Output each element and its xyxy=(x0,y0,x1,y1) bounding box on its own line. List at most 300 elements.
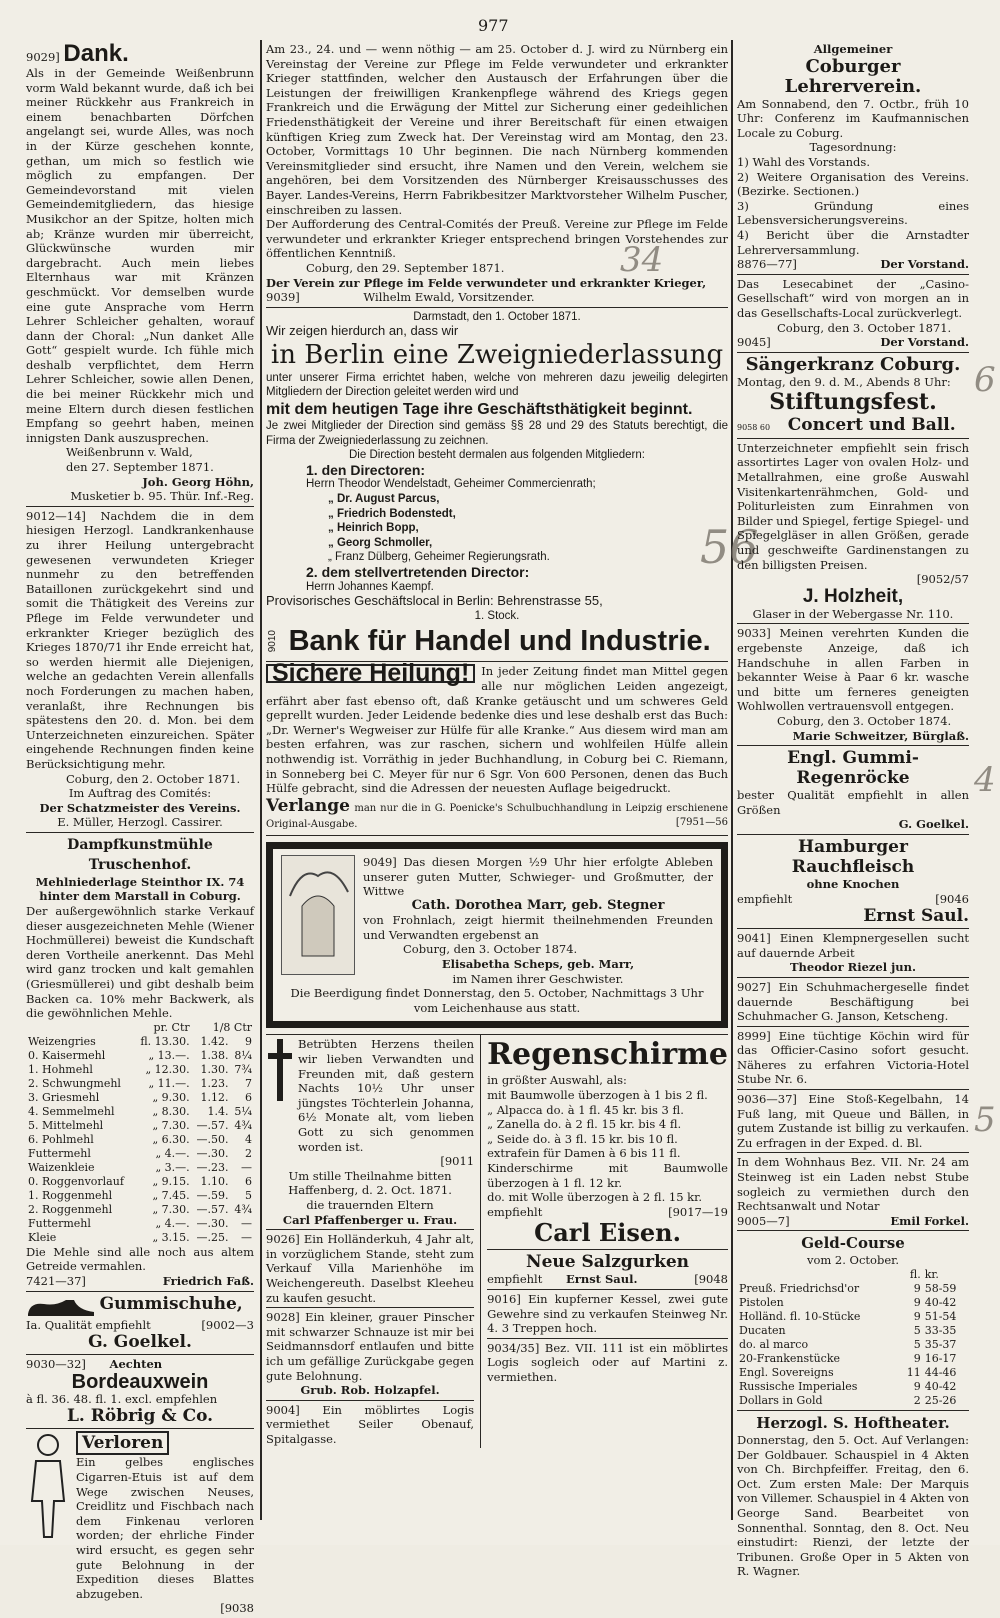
ad-signer: G. Goelkel. xyxy=(898,817,969,832)
table-row xyxy=(26,1063,254,1077)
ad-klempner xyxy=(737,929,969,978)
ad-heilung xyxy=(266,659,728,836)
ad-number: [7951—56 xyxy=(675,817,728,829)
table-cell: 58-59 xyxy=(924,1282,957,1295)
ad-concert: Concert und Ball. xyxy=(787,415,956,436)
page-number: 977 xyxy=(478,16,509,35)
ad-title: Regenschirme xyxy=(487,1037,728,1073)
table-row xyxy=(737,1338,969,1352)
director-item: Herrn Theodor Wendelstadt, Geheimer Commercienrath; xyxy=(306,478,596,491)
table-header-cell: fl. xyxy=(909,1268,921,1281)
table-header-cell: pr. Ctr xyxy=(153,1020,190,1034)
ad-body3: Die Direction besteht dermalen aus folgenden Mitgliedern: xyxy=(349,449,645,462)
ad-umbrella xyxy=(487,1035,728,1250)
table-cell: „ 7.30. xyxy=(152,1118,190,1132)
table-cell: —.25. xyxy=(196,1230,229,1244)
list-item: 2) Weitere Organisation des Vereins. (Bezirke. Sectionen.) xyxy=(737,169,969,199)
ad-body: Unterzeichneter empfiehlt sein frisch assortirtes Lager von ovalen Holz- und Metallrahmen, eine große Auswahl Visitenkartenrähmchen, Gold- und Politurleisten zum Einrahmen von Bilder und Spiegel, fertige Spiegel- und Spiegelgläser in allen Größen, gerade und geschweifte Gardinenstangen zu den billigsten Preisen. xyxy=(737,440,969,572)
ad-number: 7421—37] xyxy=(26,1274,86,1288)
ad-title: Verloren xyxy=(76,1431,169,1455)
ad-gumrock xyxy=(737,746,969,835)
list-item: 1) Wahl des Vorstands. xyxy=(737,154,870,169)
ad-body: Meinen verehrten Kunden die ergebenste Anzeige, daß ich Handschuhe in allen Farben in bekannter Weise à Paar 6 kr. wasche und bitte um ferneres geneigten Wohlwollen vertrauensvoll entgegen. xyxy=(737,626,969,714)
ad-place: Weißenbrunn v. Wald, xyxy=(66,445,193,460)
ad-office: Provisorisches Geschäftslocal in Berlin: Behrenstrasse 55, xyxy=(266,593,603,609)
ad-tail: man nur die in G. Poenicke's Schulbuchhandlung in Leipzig erschienene Original-Ausgabe. xyxy=(266,802,728,831)
ad-title: Engl. Gummi-Regenröcke xyxy=(787,748,919,789)
ad-pretitle: Allgemeiner xyxy=(813,42,893,56)
table-row xyxy=(26,1035,254,1049)
ad-body: Ein Holländerkuh, 4 Jahr alt, in vorzüglichem Stande, steht zum Verkauf Villa Marienhöhe im Weichengereuth. Daselbst Kleeheu zu kaufen gesucht. xyxy=(266,1232,475,1305)
table-cell: 2 xyxy=(913,1394,921,1407)
ad-logis2 xyxy=(487,1339,728,1387)
table-cell: 5 xyxy=(913,1324,921,1337)
ad-number: 9027] xyxy=(737,979,771,994)
gravestone-icon xyxy=(281,855,355,975)
ad-body: Ein Schuhmachergeselle findet dauernde Beschäftigung bei Schuhmacher G. Janson, Ketscheng. xyxy=(737,979,969,1024)
ad-saenger xyxy=(737,353,969,439)
ad-number: 9045] xyxy=(737,335,771,350)
table-row xyxy=(26,1161,254,1175)
ad-pre: empfiehlt xyxy=(487,1204,543,1219)
ad-auftrag: Im Auftrag des Comités: xyxy=(68,786,212,801)
table-cell: Waizenkleie xyxy=(28,1160,95,1174)
ad-verein xyxy=(266,40,728,308)
ad-signer: Theodor Riezel jun. xyxy=(789,960,917,975)
ad-body: Eine tüchtige Köchin wird für das Officier-Casino sofort gesucht. Näheres zu erfahren Victoria-Hotel Stube Nr. 6. xyxy=(737,1028,969,1087)
table-cell: 7¾ xyxy=(234,1062,252,1076)
table-header-cell xyxy=(737,1268,899,1282)
ad-title: Dampfkunstmühle Truschenhof. xyxy=(67,836,213,873)
table-cell: 9 xyxy=(913,1352,921,1365)
ad-subtitle: Mehlniederlage Steinthor IX. 74 hinter dem Marstall in Coburg. xyxy=(35,874,245,904)
table-cell: „ 6.30. xyxy=(152,1132,190,1146)
ad-body: Bez. VII. 111 ist ein möblirtes Logis sogleich oder auf Martini z. vermiethen. xyxy=(487,1340,729,1384)
table-cell: „ 8.30. xyxy=(152,1104,190,1118)
table-cell: 1. Hohmehl xyxy=(28,1062,93,1076)
ad-signer-sub: im Namen ihrer Geschwister. xyxy=(452,971,624,986)
table-row xyxy=(26,1077,254,1091)
table-row xyxy=(737,1296,969,1310)
ad-logis xyxy=(266,1401,474,1449)
ad-number: 9034/35] xyxy=(487,1340,540,1355)
table-header-cell xyxy=(26,1021,134,1035)
table-cell: „ 3.15. xyxy=(152,1230,190,1244)
pencil-mark: 34 xyxy=(620,240,664,280)
table-cell: 51-54 xyxy=(924,1310,957,1323)
mourning-frame xyxy=(266,842,728,1029)
table-cell: „ 13.—. xyxy=(148,1048,190,1062)
table-row xyxy=(26,1091,254,1105)
ad-title: Neue Salzgurken xyxy=(526,1252,690,1273)
table-cell: 5. Mittelmehl xyxy=(28,1118,104,1132)
table-cell: Futtermehl xyxy=(28,1216,91,1230)
ad-signer: Marie Schweitzer, Bürglaß. xyxy=(792,728,969,743)
ad-title: Sichere Heilung! xyxy=(266,664,475,683)
table-cell: 4¾ xyxy=(234,1118,252,1132)
table-cell: 40-42 xyxy=(924,1380,957,1393)
ad-number: 8876—77] xyxy=(737,257,797,272)
list-item: „ Alpacca do. à 1 fl. 45 kr. bis 3 fl. xyxy=(487,1102,684,1117)
table-cell: 5¼ xyxy=(234,1104,252,1118)
ad-body: Ein möblirtes Logis vermiethet Seiler Obenauf, Spitalgasse. xyxy=(266,1402,475,1446)
ad-body: In jeder Zeitung findet man Mittel gegen alle nur möglichen Leiden angezeigt, erfährt aber fast ebenso oft, daß Kranke getäuscht und um schweres Geld geprellt wurden. Jeder Leidende bedenke dies und lese deshalb erst das Buch: „Dr. Werner's Wegweiser zur Hülfe für alle Kranke.“ Aus diesem wird man am besten erfahren, was zur raschen, sichern und wohlfeilen Hülfe allein nothwendig ist. Vorräthig in jeder Buchhandlung, in Coburg bei C. Riemann, in Sonneberg bei C. Meyer für nur 6 Sgr. Von 600 Personen, denen das Buch Hülfe gebracht, sind die Adressen der neuesten Auflage beigedruckt. xyxy=(266,664,728,796)
table-row xyxy=(26,1147,254,1161)
table-cell: 5 xyxy=(245,1188,252,1202)
pencil-mark: 4 xyxy=(974,760,996,800)
table-cell: „ 4.—. xyxy=(155,1146,190,1160)
ad-koechin xyxy=(737,1027,969,1090)
table-cell: „ 11.—. xyxy=(148,1076,190,1090)
table-cell: „ 7.30. xyxy=(152,1202,190,1216)
ad-date: Coburg, den 29. September 1871. xyxy=(306,260,505,275)
list-item: 3) Gründung eines Lebensversicherungsvereins. xyxy=(737,198,969,228)
ad-number: 9012—14] xyxy=(26,508,86,523)
table-cell: 1.38. xyxy=(200,1048,229,1062)
table-cell: „ 12.30. xyxy=(145,1062,190,1076)
director-heading: 1. den Directoren: xyxy=(306,461,426,478)
table-cell: —.50. xyxy=(196,1132,229,1146)
director-heading: 2. dem stellvertretenden Director: xyxy=(306,564,530,580)
list-item: 4) Bericht über die Arnstadter Lehrerversammlung. xyxy=(737,227,969,257)
ad-gummi xyxy=(26,1292,254,1356)
price-table xyxy=(26,1021,254,1245)
ad-signer-name: Wilhelm Ewald, Vorsitzender. xyxy=(363,290,535,305)
table-row xyxy=(737,1366,969,1380)
ad-sub: Tagesordnung: xyxy=(809,140,897,155)
ad-title: Coburger Lehrerverein. xyxy=(784,55,922,97)
table-row xyxy=(26,1049,254,1063)
ad-body: à fl. 36. 48. fl. 1. excl. empfehlen xyxy=(26,1391,218,1406)
table-cell: fl. 13.30. xyxy=(140,1034,190,1048)
ad-gloves xyxy=(737,624,969,746)
table-cell: Dollars in Gold xyxy=(739,1394,823,1407)
ad-body: Ia. Qualität empfiehlt xyxy=(26,1317,151,1332)
ad-signer: Der Vorstand. xyxy=(880,335,969,350)
ad-body: Der außergewöhnlich starke Verkauf dieser ausgezeichneten Mehle (Wiener Hochmüllerei) beweist die Kundschaft deren Vortheile anerkennt. Das Mehl wird ganz trocken und kalt gemahlen (Griesmüllerei) und gibt deshalb beim Backen ca. 10% mehr Backwerk, als die gewöhnlichen Mehle. xyxy=(26,904,254,1021)
table-cell: —.23. xyxy=(196,1160,229,1174)
ad-mill xyxy=(26,833,254,1292)
ad-title: Geld-Course xyxy=(801,1234,905,1253)
ad-signer: Joh. Georg Höhn, xyxy=(142,474,254,489)
table-cell: 0. Kaisermehl xyxy=(28,1048,106,1062)
ad-geld xyxy=(737,1231,969,1411)
ad-number: 9028] xyxy=(266,1310,300,1325)
ad-death xyxy=(266,836,728,1036)
table-cell: Weizengries xyxy=(28,1034,96,1048)
ad-kessel xyxy=(487,1290,728,1339)
ad-number: 9033] xyxy=(737,626,771,641)
ad-body: Montag, den 9. d. M., Abends 8 Uhr: xyxy=(737,374,951,389)
table-cell: 9 xyxy=(913,1310,921,1323)
table-row xyxy=(26,1175,254,1189)
table-cell: Russische Imperiales xyxy=(739,1380,858,1393)
table-header-cell: kr. xyxy=(924,1268,939,1281)
table-cell: 7 xyxy=(245,1076,252,1090)
table-cell: „ 4.—. xyxy=(155,1216,190,1230)
table-cell: — xyxy=(241,1230,252,1244)
ad-body: Ein kupferner Kessel, zwei gute Gewehre sind zu verkaufen Steinweg Nr. 4. 3 Treppen hoch. xyxy=(487,1291,729,1336)
director-item: „ Franz Dülberg, Geheimer Regierungsrath. xyxy=(328,551,550,564)
ad-lost xyxy=(26,1429,254,1618)
ad-body2: Je zwei Mitglieder der Direction sind gemäss §§ 28 und 29 des Statuts berechtigt, die Firma der Zweigniederlassung zu zeichnen. xyxy=(266,420,728,447)
table-cell: 4 xyxy=(245,1132,252,1146)
table-cell: 35-37 xyxy=(924,1338,957,1351)
ad-body: In dem Wohnhaus Bez. VII. Nr. 24 am Steinweg ist ein Laden nebst Stube sogleich zu vermiethen durch den Rechtsanwalt und Notar xyxy=(737,1155,969,1214)
ad-number: 9029] xyxy=(26,50,60,64)
ad-dank xyxy=(26,40,254,507)
ad-theater xyxy=(737,1411,969,1581)
pencil-mark: 56 xyxy=(700,520,759,574)
table-cell: Ducaten xyxy=(739,1324,786,1337)
ad-signer: Carl Eisen. xyxy=(534,1218,681,1248)
ad-pretitle: Aechten xyxy=(109,1357,163,1372)
ad-signer-name: E. Müller, Herzogl. Cassirer. xyxy=(57,815,223,830)
table-cell: 25-26 xyxy=(924,1394,957,1407)
ad-signer-sub: Glaser in der Webergasse Nr. 110. xyxy=(752,606,954,621)
ad-number: 9016] xyxy=(487,1291,521,1306)
ad-body: Ein gelbes englisches Cigarren-Etuis ist auf dem Wege zwischen Neuses, Creidlitz und Fischbach nach dem Finkenau verloren worden; der ehrliche Finder wird ersucht, es gegen sehr gute Belohnung in der Expedition dieses Blattes abzugeben. xyxy=(76,1455,254,1601)
ad-number: 8999] xyxy=(737,1028,771,1043)
ad-signer: Elisabetha Scheps, geb. Marr, xyxy=(441,957,635,972)
table-cell: 2. Roggenmehl xyxy=(28,1202,113,1216)
ad-dog xyxy=(266,1308,474,1401)
pencil-mark: 6 xyxy=(974,360,996,400)
table-cell: — xyxy=(241,1216,252,1230)
ad-body: Am 23., 24. und — wenn nöthig — am 25. October d. J. wird zu Nürnberg ein Vereinstag der Vereine zur Pflege im Felde verwundeter und erkrankter Krieger stattfinden, welcher den Austausch der Erfahrungen über die Leistungen der freiwilligen Krankenpflege während des Kriegs gegen Frankreich und die Erwägung der Mittel zur Sicherung einer gedeihlichen Friedensthätigkeit der Vereine und ihrer Bereitschaft für einen etwaigen künftigen Krieg zum Zweck hat. Der Vereinstag wird am Montag, den 23. October, Vormittags 10 Uhr beginnen. Die nach Nürnberg kommenden Vereinsmitglieder sind ersucht, ihre Namen und den Verein, welchem sie angehören, bei dem Vorsitzenden des Nürnberger Kreisausschusses des Bayer. Landes-Vereins, Herrn Fabrikbesitzer Marktvorsteher Wilhelm Puscher, einschreiben zu lassen. xyxy=(266,42,728,217)
table-cell: — xyxy=(241,1160,252,1174)
table-cell: 11 xyxy=(906,1366,921,1379)
ad-body: Nachdem die in dem hiesigen Herzogl. Landkrankenhause zu ihrer Heilung untergebracht gewesenen verwundeten Krieger nunmehr zu den betreffenden Bataillonen zurückgekehrt sind und somit die Thätigkeit des Vereins zur Pflege im Felde verwundeter und erkrankter Krieger bezüglich des Krieges 1870/71 ihr Ende erreicht hat, so werden hiermit alle Diejenigen, welche an gedachten Verein allenfalls noch Forderungen zu machen haben, veranlaßt, ihre Rechnungen bis spätestens den 20. d. Mon. bei dem Unterzeichneten einzureichen. Später eingehende Rechnungen finden keine Berücksichtigung mehr. xyxy=(26,508,255,771)
table-cell: 6 xyxy=(245,1174,252,1188)
ad-bank xyxy=(266,308,728,663)
ad-date: Coburg, den 3. October 1871. xyxy=(777,320,952,335)
ad-signer: Carl Pfaffenberger u. Frau. xyxy=(282,1212,458,1227)
table-cell: 33-35 xyxy=(924,1324,957,1337)
table-cell: 1.10. xyxy=(200,1174,229,1188)
table-row xyxy=(737,1310,969,1324)
table-cell: 16-17 xyxy=(924,1352,957,1365)
ad-date: vom 2. October. xyxy=(806,1253,900,1268)
ad-schuh xyxy=(737,978,969,1027)
shoe-icon xyxy=(26,1294,96,1318)
column-rule xyxy=(731,40,733,1520)
currency-table xyxy=(737,1268,969,1408)
ad-signer: Emil Forkel. xyxy=(890,1213,969,1228)
director-item: „ Heinrich Bopp, xyxy=(328,522,419,535)
ad-number: 9010 xyxy=(267,630,278,653)
ad-farm xyxy=(266,1230,474,1308)
ad-foot: Die Mehle sind alle noch aus altem Getreide vermahlen. xyxy=(26,1244,254,1274)
ad-body: Donnerstag, den 5. Oct. Auf Verlangen: Der Goldbauer. Schauspiel in 4 Akten von Ch. Birchpfeiffer. Freitag, den 6. Oct. Zum ersten Male: Der Marquis von Villemer. Schauspiel in 4 Akten von George Sand. Bearbeitet von Sonnenthal. Sonntag, den 8. Oct. Neu einstudirt: Rienzi, der letzte der Tribunen. Große Oper in 5 Akten von R. Wagner. xyxy=(737,1433,969,1579)
ad-gurken xyxy=(487,1250,728,1290)
ad-committee xyxy=(26,507,254,833)
column-middle xyxy=(266,40,728,1525)
list-item: extrafein für Damen à 6 bis 11 fl. xyxy=(487,1146,681,1161)
table-cell: —.59. xyxy=(196,1188,229,1202)
table-cell: —.57. xyxy=(196,1202,229,1216)
column-left xyxy=(26,40,255,1616)
ad-signer: L. Röbrig & Co. xyxy=(66,1406,214,1427)
column-rule xyxy=(260,40,262,1520)
table-cell: 1.12. xyxy=(200,1090,229,1104)
ad-death2 xyxy=(266,1035,474,1230)
table-header xyxy=(26,1021,254,1035)
table-cell: 6. Pohlmehl xyxy=(28,1132,94,1146)
ad-verlange: Verlange xyxy=(266,795,350,816)
table-cell: 1.42. xyxy=(200,1034,229,1048)
table-cell: 4¾ xyxy=(234,1202,252,1216)
ad-title: Dank. xyxy=(63,40,129,67)
ad-body2: Der Aufforderung des Central-Comités der Preuß. Vereine zur Pflege im Felde verwundeter und erkrankter Krieger entsprechend bringen Vorstehendes zur öffentlichen Kenntniß. xyxy=(266,217,728,261)
ad-number: 9041] xyxy=(737,931,771,946)
ad-wine xyxy=(26,1355,254,1429)
ad-number: [9046 xyxy=(935,891,969,906)
man-figure-icon xyxy=(26,1431,70,1541)
ad-body: Einen Klempnergesellen sucht auf dauernde Arbeit xyxy=(737,931,969,960)
table-cell: 1.4. xyxy=(207,1104,229,1118)
table-row xyxy=(26,1231,254,1245)
ad-number: [9048 xyxy=(694,1272,728,1287)
ad-pre: empfiehlt xyxy=(487,1272,543,1287)
ad-signer: Der Verein zur Pflege im Felde verwundeter und erkrankter Krieger, xyxy=(266,275,707,290)
table-cell: Holländ. fl. 10-Stücke xyxy=(739,1310,861,1323)
table-cell: 2 xyxy=(245,1146,252,1160)
ad-number: [9052/57 xyxy=(916,572,969,587)
director-item: „ Georg Schmoller, xyxy=(328,536,433,549)
table-row xyxy=(26,1133,254,1147)
ad-signer: J. Holzheit, xyxy=(802,585,904,607)
table-cell: 9 xyxy=(913,1296,921,1309)
column-right xyxy=(737,40,970,1579)
table-row xyxy=(737,1394,969,1408)
table-cell: 44-46 xyxy=(924,1366,957,1379)
ad-body: Am Sonnabend, den 7. Octbr., früh 10 Uhr: Conferenz im Kaufmannischen Locale zu Coburg. xyxy=(737,96,969,140)
ad-body: Als in der Gemeinde Weißenbrunn vorm Wald bekannt wurde, daß ich bei meiner Rückkehr aus Frankreich in einem benachbarten Dörfchen angelangt sei, wurde Alles, was noch in der Kürze geschehen konnte, gethan, um mich so festlich wie möglich zu empfangen. Der Gemeindevorstand mit vielen Gemeindemitgliedern, das hiesige Musikchor an der Spitze, holten mich ab; Kränze wurden mir überreicht, Glückwünsche wurden mir dargebracht. Auch mein liebes Elternhaus war mit Kränzen geschmückt. Vor demselben wurde eine gute Ansprache vom Herrn Lehrer Schleicher gehalten, worauf dann der Choral: „Nun danket Alle Gott“ gespielt wurde. Ich fühle mich deshalb verpflichtet, dem Herrn Lehrer Schleicher, sowie allen Denen, die bei meiner Rückkehr mich und meine Eltern durch diesen festlichen Empfang so geehrt haben, meinen innigsten Dank auszusprechen. xyxy=(26,66,254,445)
table-row xyxy=(26,1105,254,1119)
ad-number: 9030—32] xyxy=(26,1357,86,1372)
ad-number: 9026] xyxy=(266,1232,300,1247)
table-row xyxy=(737,1380,969,1394)
ad-signer: Bank für Handel und Industrie. xyxy=(288,625,711,658)
table-cell: 4. Semmelmehl xyxy=(28,1104,115,1118)
ad-signer: Friedrich Faß. xyxy=(162,1274,254,1288)
table-cell: 1.23. xyxy=(200,1076,229,1090)
table-row xyxy=(737,1352,969,1366)
ad-number: 9004] xyxy=(266,1402,300,1417)
ad-laden xyxy=(737,1153,969,1231)
ad-fleisch xyxy=(737,835,969,929)
ad-sub: ohne Knochen xyxy=(806,876,900,891)
ad-number: 9049] xyxy=(363,854,397,869)
table-header xyxy=(737,1268,969,1282)
cross-icon xyxy=(266,1037,294,1103)
table-cell: 3. Griesmehl xyxy=(28,1090,100,1104)
ad-holzheit xyxy=(737,439,969,625)
table-cell: 0. Roggenvorlauf xyxy=(28,1174,124,1188)
deceased-name: Cath. Dorothea Marr, geb. Stegner xyxy=(411,897,665,913)
table-cell: 1. Roggenmehl xyxy=(28,1188,113,1202)
ad-body: Eine Stoß-Kegelbahn, 14 Fuß lang, mit Queue und Bällen, in gutem Zustande ist billig zu verkaufen. Zu erfragen in der Exped. d. Bl. xyxy=(737,1092,970,1150)
table-row xyxy=(26,1217,254,1231)
table-row xyxy=(737,1324,969,1338)
ad-title: Sängerkranz Coburg. xyxy=(745,353,961,375)
pencil-mark: 5 xyxy=(974,1100,996,1140)
table-cell: 8¼ xyxy=(234,1048,252,1062)
table-cell: do. al marco xyxy=(739,1338,809,1351)
list-item: „ Zanella do. à 2 fl. 15 kr. bis 4 fl. xyxy=(487,1117,682,1132)
ad-signer: Der Vorstand. xyxy=(880,257,969,272)
ad-signer: G. Goelkel. xyxy=(88,1332,192,1353)
table-cell: 9 xyxy=(913,1380,921,1393)
ad-body2: von Frohnlach, zeigt hiermit theilnehmenden Freunden und Verwandten ergebenst an xyxy=(363,913,713,942)
table-cell: 2. Schwungmehl xyxy=(28,1076,121,1090)
list-item: Kinderschirme mit Baumwolle überzogen à 1 fl. 12 kr. xyxy=(487,1161,728,1190)
ad-number: 9039] xyxy=(266,290,300,305)
ad-strong: mit dem heutigen Tage ihre Geschäftsthätigkeit beginnt. xyxy=(266,401,693,419)
table-row xyxy=(26,1189,254,1203)
ad-body: Das diesen Morgen ½9 Uhr hier erfolgte Ableben unserer guten Mutter, Schwieger- und Großmutter, der Wittwe xyxy=(363,854,714,899)
ad-date: Haffenberg, d. 2. Oct. 1871. xyxy=(288,1183,452,1198)
table-header-cell: 1/8 Ctr xyxy=(212,1020,252,1034)
ad-body: in größter Auswahl, als: xyxy=(487,1073,627,1088)
ad-ask: Um stille Theilnahme bitten xyxy=(288,1168,452,1183)
director-item: „ Friedrich Bodenstedt, xyxy=(328,507,456,520)
ad-casino xyxy=(737,275,969,353)
ad-signer: Ernst Saul. xyxy=(566,1272,638,1287)
ad-number: [9002—3 xyxy=(201,1317,254,1332)
list-item: do. mit Wolle überzogen à 2 fl. 15 kr. xyxy=(487,1190,703,1205)
ad-number: [9038 xyxy=(220,1601,254,1616)
ad-date: Coburg, den 3. October 1874. xyxy=(403,942,578,957)
ad-title: Bordeauxwein xyxy=(71,1370,209,1393)
ad-date: den 27. September 1871. xyxy=(66,460,214,475)
ad-number: [9011 xyxy=(440,1154,475,1169)
ad-signer: Ernst Saul. xyxy=(863,906,969,927)
ad-fest: Stiftungsfest. xyxy=(769,389,937,416)
table-cell: 9 xyxy=(245,1034,252,1048)
ad-body: unter unserer Firma errichtet haben, welche von mehreren dazu jeweilig delegirten Mitgliedern der Direction geleitet werden wird und xyxy=(266,371,728,399)
table-row xyxy=(26,1203,254,1217)
table-cell: Futtermehl xyxy=(28,1146,91,1160)
ad-signer: Der Schatzmeister des Vereins. xyxy=(39,800,241,815)
ad-signer-rank: Musketier b. 95. Thür. Inf.-Reg. xyxy=(70,489,254,504)
table-cell: —.57. xyxy=(196,1118,229,1132)
table-row xyxy=(26,1119,254,1133)
ad-body: bester Qualität empfiehlt in allen Größen xyxy=(737,788,969,817)
ad-number: 9058 60 xyxy=(737,423,771,433)
ad-body: Das Lesecabinet der „Casino-Gesellschaft“ wird von morgen an in das Gesellschafts-Local zurückverlegt. xyxy=(737,276,969,320)
ad-pre: empfiehlt xyxy=(737,891,793,906)
ad-foot: Die Beerdigung findet Donnerstag, den 5. October, Nachmittags 3 Uhr vom Leichenhause aus statt. xyxy=(290,986,704,1015)
table-cell: 20-Frankenstücke xyxy=(739,1352,840,1365)
table-cell: 6 xyxy=(245,1090,252,1104)
ad-title: Hamburger Rauchfleisch xyxy=(791,836,915,877)
list-item: „ Seide do. à 3 fl. 15 kr. bis 10 fl. xyxy=(487,1131,678,1146)
ad-title: Gummischuhe, xyxy=(99,1293,243,1314)
ad-body: Betrübten Herzens theilen wir lieben Verwandten und Freunden mit, daß gestern Nachts 10½ Uhr unser jüngstes Töchterlein Johanna, 6½ Monate alt, vom lieben Gott zu sich genommen worden ist. xyxy=(298,1037,475,1154)
table-cell: Kleie xyxy=(28,1230,57,1244)
table-cell: 1.30. xyxy=(200,1062,229,1076)
director-item: „ Dr. August Parcus, xyxy=(328,493,440,506)
table-cell: „ 9.30. xyxy=(152,1090,190,1104)
ad-lehrer xyxy=(737,40,969,275)
ad-office2: 1. Stock. xyxy=(474,609,520,622)
ad-kegel xyxy=(737,1090,969,1153)
ad-signer: Grub. Rob. Holzapfel. xyxy=(300,1383,440,1398)
ad-number: 9036—37] xyxy=(737,1092,797,1107)
ad-number: 9005—7] xyxy=(737,1213,790,1228)
